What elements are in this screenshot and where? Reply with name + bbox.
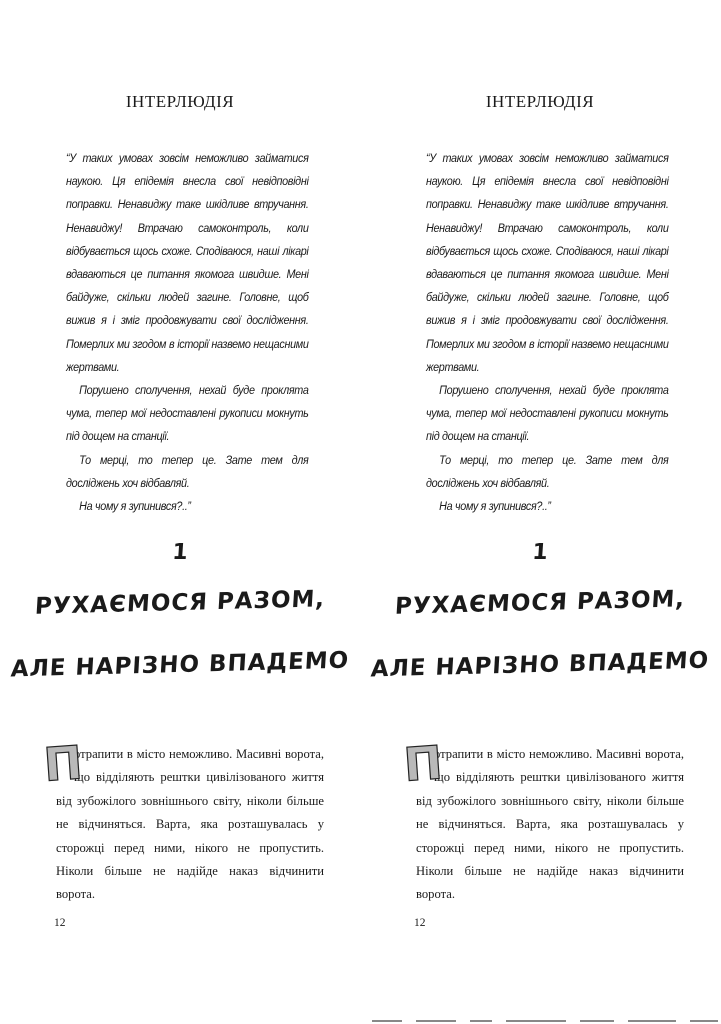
interlude-paragraph: “У таких умовах зовсім неможливо займатися наукою. Ця епідемія внесла свої невідповідні поправки. Ненавиджу таке шкідливе втручання. Ненавиджу! Втрачаю самоконтроль, коли відбувається щось схоже. Сподіваюся, наші лікарі вдаваються це питання якомога швидше. Мені байдуже, скільки людей загине. Головне, щоб вижив я і зміг продовжувати свої дослідження. Померлих ми згодом в історії назвемо нещасними жертвами. [426, 153, 669, 374]
interlude-paragraph: Порушено сполучення, нехай буде проклята чума, тепер мої недоставлені рукописи мокнуть під дощем на станції. [66, 385, 309, 444]
bottom-edge-marks [360, 1018, 721, 1024]
interlude-text [66, 148, 309, 519]
interlude-text [426, 148, 669, 519]
chapter-body [42, 735, 324, 907]
interlude-paragraph: На чому я зупинився?..” [79, 501, 191, 514]
interlude-paragraph: “У таких умовах зовсім неможливо займатися наукою. Ця епідемія внесла свої невідповідні поправки. Ненавиджу таке шкідливе втручання. Ненавиджу! Втрачаю самоконтроль, коли відбувається щось схоже. Сподіваюся, наші лікарі вдаваються це питання якомога швидше. Мені байдуже, скільки людей загине. Головне, щоб вижив я і зміг продовжувати свої дослідження. Померлих ми згодом в історії назвемо нещасними жертвами. [66, 153, 309, 374]
drop-cap: П [402, 735, 445, 792]
drop-cap: П [42, 735, 85, 792]
right-page [360, 0, 720, 1024]
chapter-title-line: РУХАЄМОСЯ РАЗОМ, [34, 586, 326, 620]
page-number: 12 [414, 917, 426, 929]
chapter-number: 1 [531, 540, 549, 565]
interlude-paragraph: На чому я зупинився?..” [439, 501, 551, 514]
body-paragraph: отрапити в місто неможливо. Масивні ворота, що відділяють рештки цивілізованого життя від зубожілого зовнішнього світу, ніколи більше не відчиняться. Варта, яка розташувалась у сторожці перед ними, нікого не пропустить. Ніколи більше не надійде наказ відчинити ворота. [416, 747, 684, 902]
interlude-paragraph: То мерці, то тепер це. Зате тем для досліджень хоч відбавляй. [426, 454, 669, 490]
chapter-title-line: АЛЕ НАРІЗНО ВПАДЕМО [370, 647, 710, 683]
chapter-body [402, 735, 684, 907]
chapter-title-line: АЛЕ НАРІЗНО ВПАДЕМО [10, 647, 350, 683]
body-paragraph: отрапити в місто неможливо. Масивні ворота, що відділяють рештки цивілізованого життя від зубожілого зовнішнього світу, ніколи більше не відчиняться. Варта, яка розташувалась у сторожці перед ними, нікого не пропустить. Ніколи більше не надійде наказ відчинити ворота. [56, 747, 324, 902]
interlude-heading: ІНТЕРЛЮДІЯ [485, 92, 595, 111]
interlude-paragraph: То мерці, то тепер це. Зате тем для досліджень хоч відбавляй. [66, 454, 309, 490]
left-page [0, 0, 360, 1024]
page-number: 12 [54, 917, 66, 929]
chapter-number: 1 [171, 540, 189, 565]
chapter-title-line: РУХАЄМОСЯ РАЗОМ, [394, 586, 686, 620]
interlude-paragraph: Порушено сполучення, нехай буде проклята чума, тепер мої недоставлені рукописи мокнуть під дощем на станції. [426, 385, 669, 444]
interlude-heading: ІНТЕРЛЮДІЯ [125, 92, 235, 111]
